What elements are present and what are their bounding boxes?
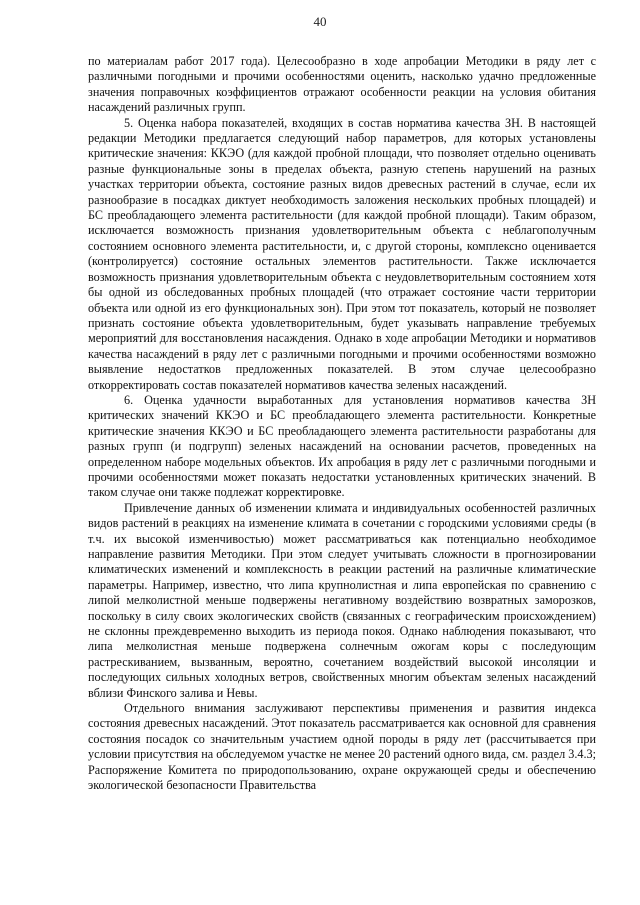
page-number: 40 <box>313 14 327 29</box>
paragraph-index: Отдельного внимания заслуживают перспективы применения и развития индекса состояния древесных насаждений. Этот показатель рассматривается как основной для сравнения состояния посадок со значительным участием одной породы в ряду лет (рассчитывается при условии присутствия на обследуемом участке не менее 20 растений одного вида, см. раздел 3.4.3; Распоряжение Комитета по природопользованию, охране окружающей среды и обеспечению экологической безопасности Правительства <box>88 701 596 793</box>
paragraph-continuation: по материалам работ 2017 года). Целесообразно в ходе апробации Методики в ряду лет с различными погодными и прочими особенностями оценить, насколько удачно предложенные значения поправочных коэффициентов отражают особенности реакции на условия обитания насаждений различных групп. <box>88 54 596 115</box>
paragraph-item-5: 5. Оценка набора показателей, входящих в состав норматива качества ЗН. В настоящей редакции Методики предлагается следующий набор параметров, для которых установлены критические значения: ККЭО (для каждой пробной площади, что позволяет отдельно оценивать разные функциональные зоны в пределах объекта, разную степень нарушений на разных участках территории объекта, состояние разных видов древесных растений в случае, если их разнообразие в посадках диктует необходимость заложения нескольких пробных площадей) и БС преобладающего элемента растительности (для каждой пробной площади). Таким образом, исключается возможность признания удовлетворительным объекта с неблагополучным состоянием основного элемента растительности, и, с другой стороны, комплексно оценивается (контролируется) состояние остальных элементов растительности. Также исключается возможность признания удовлетворительным объекта с неудовлетворительным состоянием хотя бы одной из обследованных пробных площадей (что отражает состояние части территории объекта или одной из его функциональных зон). При этом тот показатель, который не позволяет признать состояние объекта удовлетворительным, будет указывать направление требуемых мероприятий для восстановления насаждения. Однако в ходе апробации Методики и нормативов качества насаждений в ряду лет с различными погодными и прочими особенностями возможно выявление недостатков предложенных показателей. В этом случае целесообразно откорректировать состав показателей нормативов качества зеленых насаждений. <box>88 115 596 392</box>
paragraph-item-6: 6. Оценка удачности выработанных для установления нормативов качества ЗН критических значений ККЭО и БС преобладающего элемента растительности. Конкретные критические значения ККЭО и БС преобладающего элемента растительности разработаны для разных групп (и подгрупп) зеленых насаждений на основании расчетов, проведенных на определенном наборе модельных объектов. Их апробация в ряду лет с различными погодными и прочими особенностями может показать недостатки установленных критических значений. В таком случае они также подлежат корректировке. <box>88 392 596 500</box>
paragraph-climate: Привлечение данных об изменении климата и индивидуальных особенностей различных видов растений в реакциях на изменение климата в сочетании с городскими условиями среды (в т.ч. их высокой изменчивостью) может рассматриваться как потенциально необходимое направление развития Методики. При этом следует учитывать сложности в прогнозировании климатических изменений и комплексность в реакции растений на различные климатические параметры. Например, известно, что липа крупнолистная и липа европейская по сравнению с липой мелколистной меньше подвержены негативному воздействию возвратных заморозков, поскольку в силу своих экологических свойств (связанных с географическим происхождением) не склонны преждевременно выходить из периода покоя. Однако наблюдения показывают, что липа мелколистная меньше подвержена солнечным ожогам коры с последующим растрескиванием, вызванным, вероятно, сочетанием воздействий высокой инсоляции и последующих сильных холодных ветров, свойственных многим объектам зеленых насаждений вблизи Финского залива и Невы. <box>88 500 596 700</box>
body-text <box>88 54 596 794</box>
